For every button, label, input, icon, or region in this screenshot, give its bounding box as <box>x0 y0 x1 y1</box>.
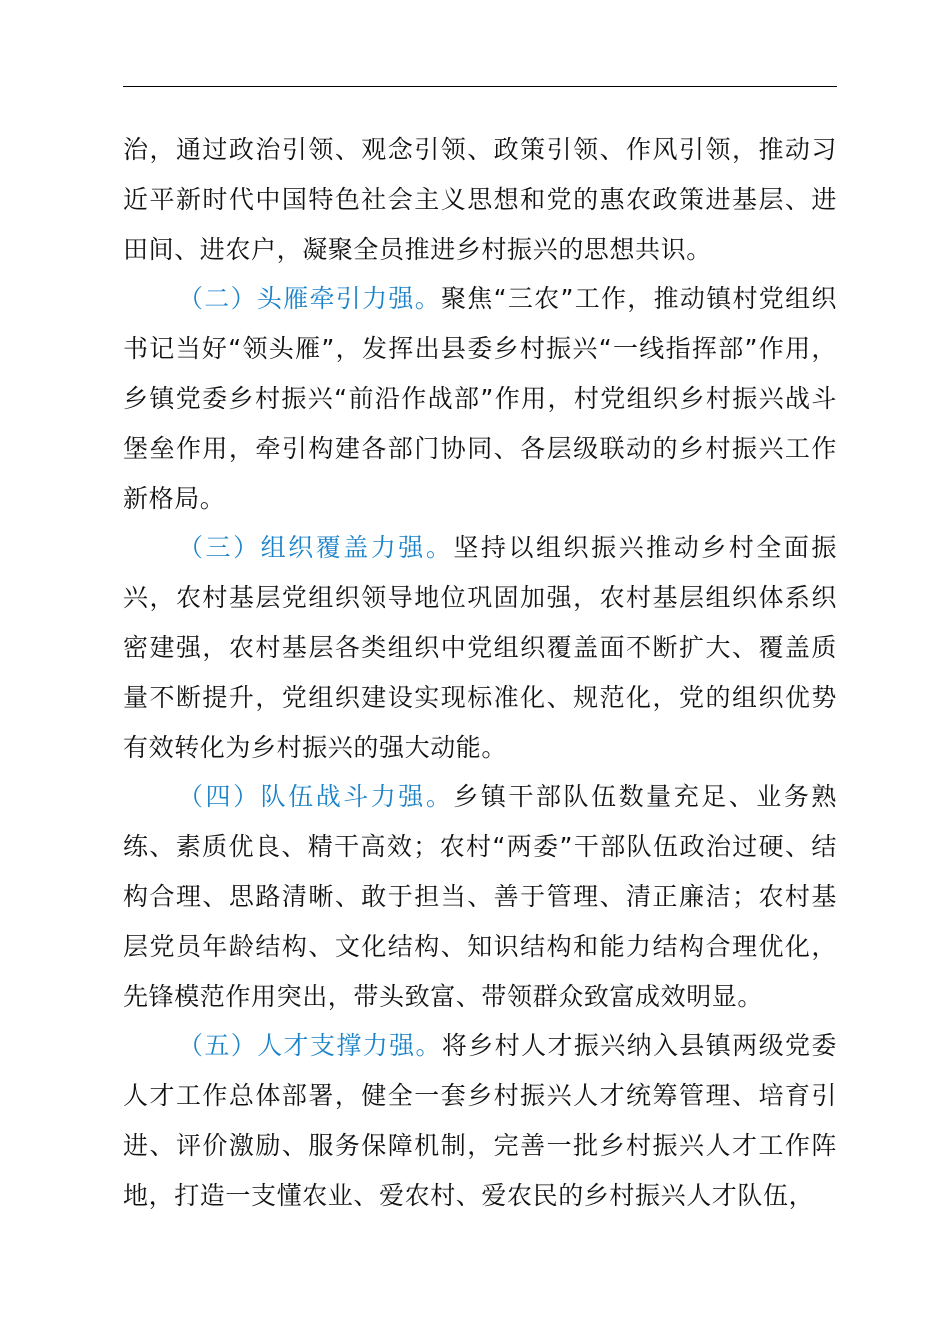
paragraph-section-4 <box>123 772 837 1021</box>
paragraph-text: 聚焦“三农”工作，推动镇村党组织书记当好“领头雁”，发挥出县委乡村振兴“一线指挥部”作用，乡镇党委乡村振兴“前沿作战部”作用，村党组织乡村振兴战斗堡垒作用，牵引构建各部门协同、各层级联动的乡村振兴工作新格局。 <box>123 284 837 513</box>
document-body <box>123 125 837 1221</box>
section-heading: （二）头雁牵引力强。 <box>178 284 441 314</box>
section-heading: （四）队伍战斗力强。 <box>178 782 454 812</box>
paragraph-section-2 <box>123 274 837 523</box>
section-heading: （五）人才支撑力强。 <box>178 1031 442 1061</box>
paragraph-text: 乡镇干部队伍数量充足、业务熟练、素质优良、精干高效；农村“两委”干部队伍政治过硬、结构合理、思路清晰、敢于担当、善于管理、清正廉洁；农村基层党员年龄结构、文化结构、知识结构和能力结构合理优化，先锋模范作用突出，带头致富、带领群众致富成效明显。 <box>123 782 837 1011</box>
paragraph-section-5 <box>123 1021 837 1220</box>
paragraph-text: 坚持以组织振兴推动乡村全面振兴，农村基层党组织领导地位巩固加强，农村基层组织体系织密建强，农村基层各类组织中党组织覆盖面不断扩大、覆盖质量不断提升，党组织建设实现标准化、规范化，党的组织优势有效转化为乡村振兴的强大动能。 <box>123 533 837 762</box>
paragraph-text: 将乡村人才振兴纳入县镇两级党委人才工作总体部署，健全一套乡村振兴人才统筹管理、培育引进、评价激励、服务保障机制，完善一批乡村振兴人才工作阵地，打造一支懂农业、爱农村、爱农民的乡村振兴人才队伍， <box>123 1031 837 1210</box>
header-rule <box>123 86 837 87</box>
section-heading: （三）组织覆盖力强。 <box>178 533 454 563</box>
paragraph-text: 治，通过政治引领、观念引领、政策引领、作风引领，推动习近平新时代中国特色社会主义思想和党的惠农政策进基层、进田间、进农户，凝聚全员推进乡村振兴的思想共识。 <box>123 135 837 264</box>
paragraph-continuation <box>123 125 837 274</box>
paragraph-section-3 <box>123 523 837 772</box>
